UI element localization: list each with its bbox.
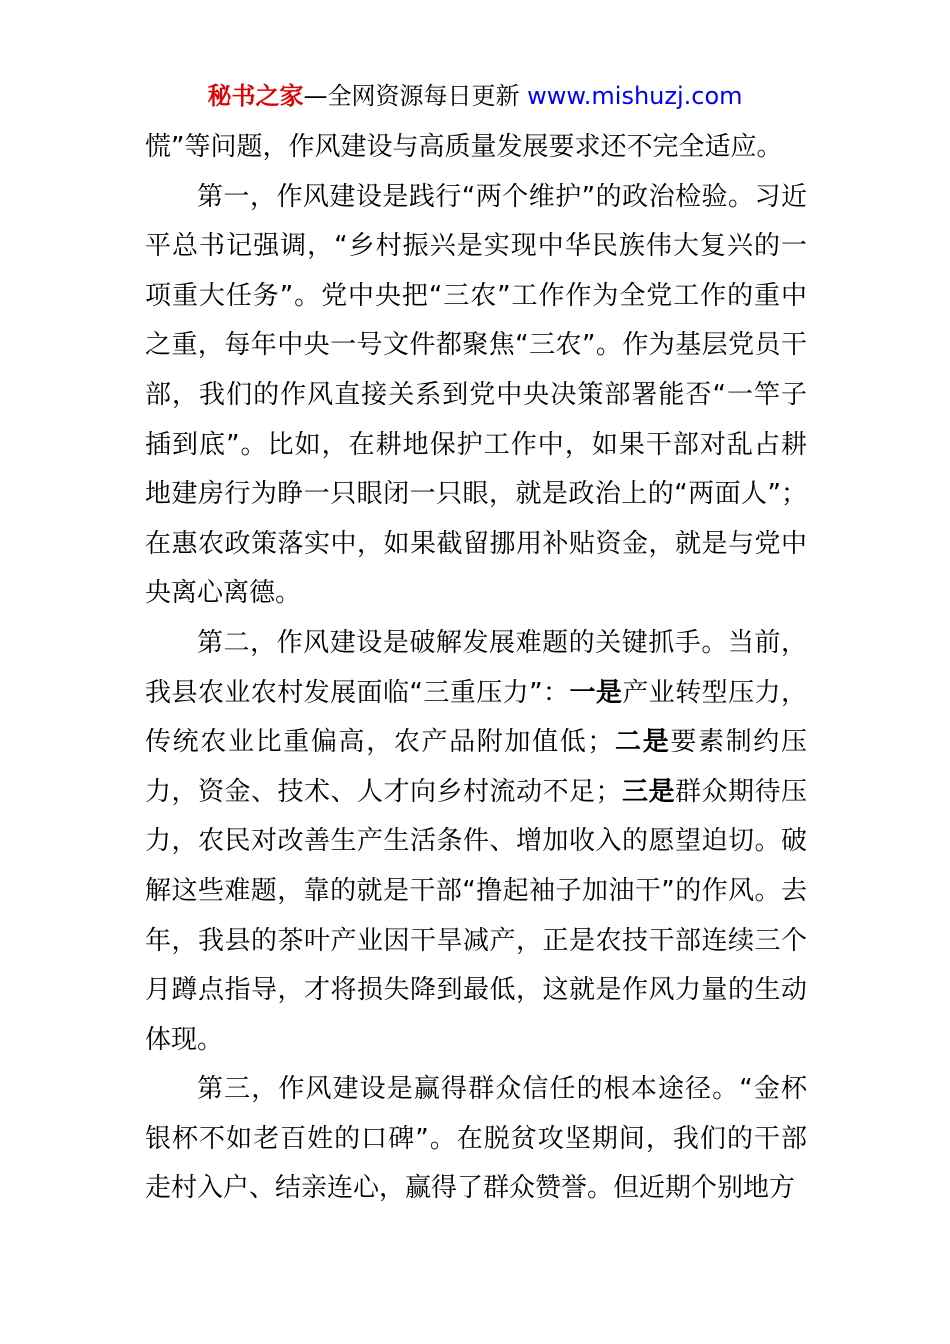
- document-body: [145, 123, 807, 1214]
- keyword-second: 二是: [613, 727, 671, 758]
- keyword-first: 一是: [569, 677, 623, 708]
- second-point-item-2: 要素制约压力，资金、技术、人才向乡村流动不足；: [145, 727, 807, 807]
- second-point-intro: 第二，作风建设是破解发展难题的关键抓手。当前，我县农业农村发展面临“三重压力”：: [145, 627, 807, 708]
- keyword-third: 三是: [621, 776, 675, 807]
- header-url-link[interactable]: www.mishuzj.com: [527, 82, 743, 110]
- paragraph-first-point: 第一，作风建设是践行“两个维护”的政治检验。习近平总书记强调，“乡村振兴是实现中华民族伟大复兴的一项重大任务”。党中央把“三农”工作作为全党工作的重中之重，每年中央一号文件都聚焦“三农”。作为基层党员干部，我们的作风直接关系到党中央决策部署能否“一竿子插到底”。比如，在耕地保护工作中，如果干部对乱占耕地建房行为睁一只眼闭一只眼，就是政治上的“两面人”；在惠农政策落实中，如果截留挪用补贴资金，就是与党中央离心离德。: [145, 181, 807, 609]
- header-tagline: —全网资源每日更新: [303, 82, 528, 110]
- header-brand: 秘书之家: [207, 82, 304, 110]
- paragraph-third-point: 第三，作风建设是赢得群众信任的根本途径。“金杯银杯不如老百姓的口碑”。在脱贫攻坚期间，我们的干部走村入户、结亲连心，赢得了群众赞誉。但近期个别地方: [145, 1074, 807, 1204]
- second-point-item-3: 群众期待压力，农民对改善生产生活条件、增加收入的愿望迫切。破解这些难题，靠的就是干部“撸起袖子加油干”的作风。去年，我县的茶叶产业因干旱减产，正是农技干部连续三个月蹲点指导，才将损失降到最低，这就是作风力量的生动体现。: [145, 776, 807, 1055]
- second-point-item-1: 产业转型压力，传统农业比重偏高，农产品附加值低；: [145, 677, 807, 758]
- paragraph-second-point: [145, 619, 807, 1065]
- page-header: [0, 78, 950, 114]
- paragraph-continuation: 慌”等问题，作风建设与高质量发展要求还不完全适应。: [145, 132, 783, 162]
